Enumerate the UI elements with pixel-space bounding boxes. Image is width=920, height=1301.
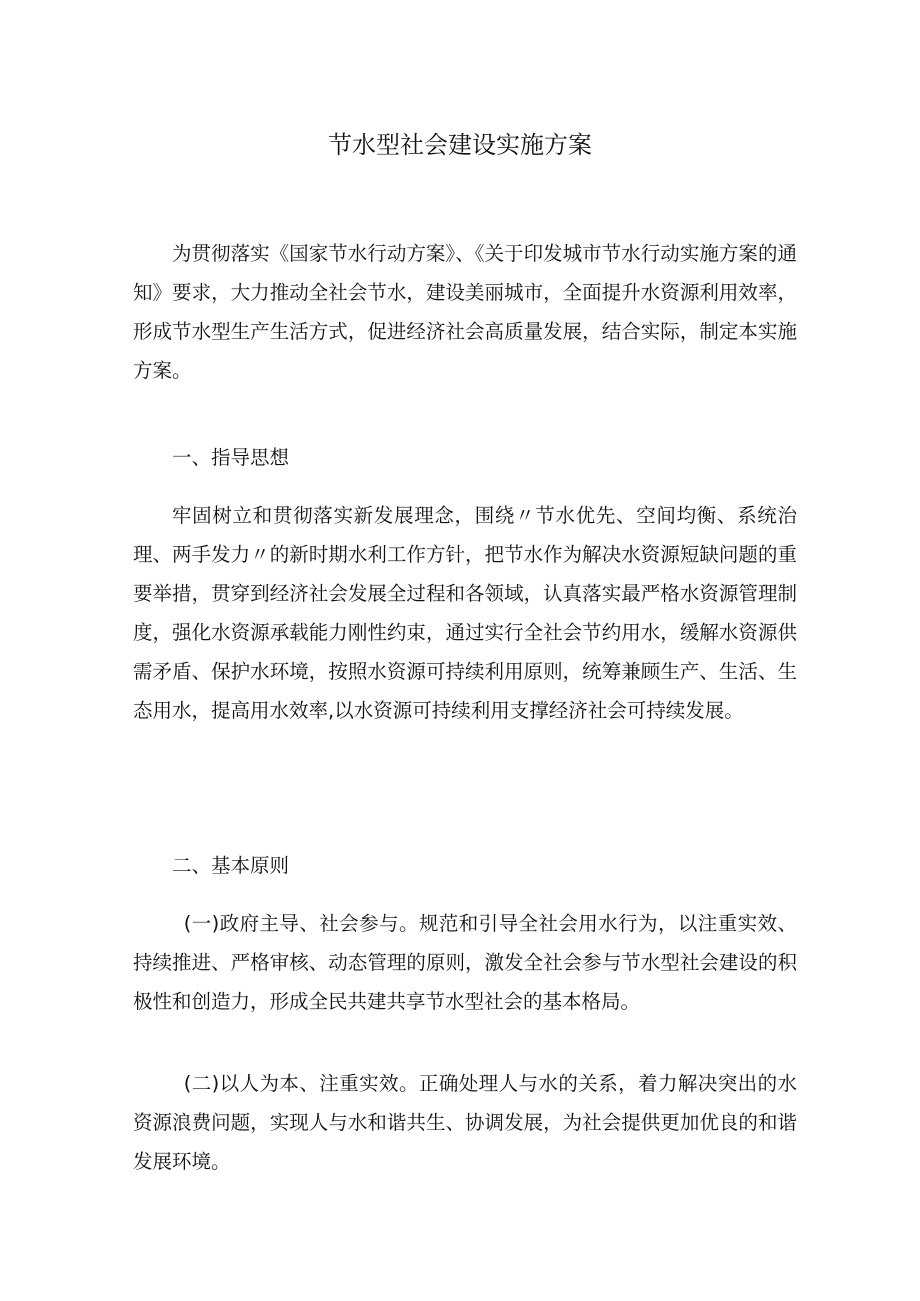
section-heading-basic-principles: 二、基本原则 [172, 854, 290, 877]
section-heading-guiding-ideology: 一、指导思想 [172, 446, 290, 469]
intro-paragraph: 为贯彻落实《国家节水行动方案》、《关于印发城市节水行动实施方案的通知》要求，大力推动全社会节水，建设美丽城市，全面提升水资源利用效率，形成节水型生产生活方式，促进经济社会高质量发展，结合实际，制定本实施方案。 [133, 242, 797, 382]
principle-item-1: (一)政府主导、社会参与。规范和引导全社会用水行为，以注重实效、持续推进、严格审核、动态管理的原则，激发全社会参与节水型社会建设的积极性和创造力，形成全民共建共享节水型社会的基本格局。 [133, 912, 797, 1013]
document-title: 节水型社会建设实施方案 [328, 131, 592, 159]
principle-item-2: (二)以人为本、注重实效。正确处理人与水的关系，着力解决突出的水资源浪费问题，实现人与水和谐共生、协调发展，为社会提供更加优良的和谐发展环境。 [133, 1072, 797, 1173]
guiding-ideology-paragraph: 牢固树立和贯彻落实新发展理念，围绕〃节水优先、空间均衡、系统治理、两手发力〃的新时期水利工作方针，把节水作为解决水资源短缺问题的重要举措，贯穿到经济社会发展全过程和各领域，认真落实最严格水资源管理制度，强化水资源承载能力刚性约束，通过实行全社会节约用水，缓解水资源供需矛盾、保护水环境，按照水资源可持续利用原则，统筹兼顾生产、生活、生态用水，提高用水效率,以水资源可持续利用支撑经济社会可持续发展。 [133, 504, 797, 722]
